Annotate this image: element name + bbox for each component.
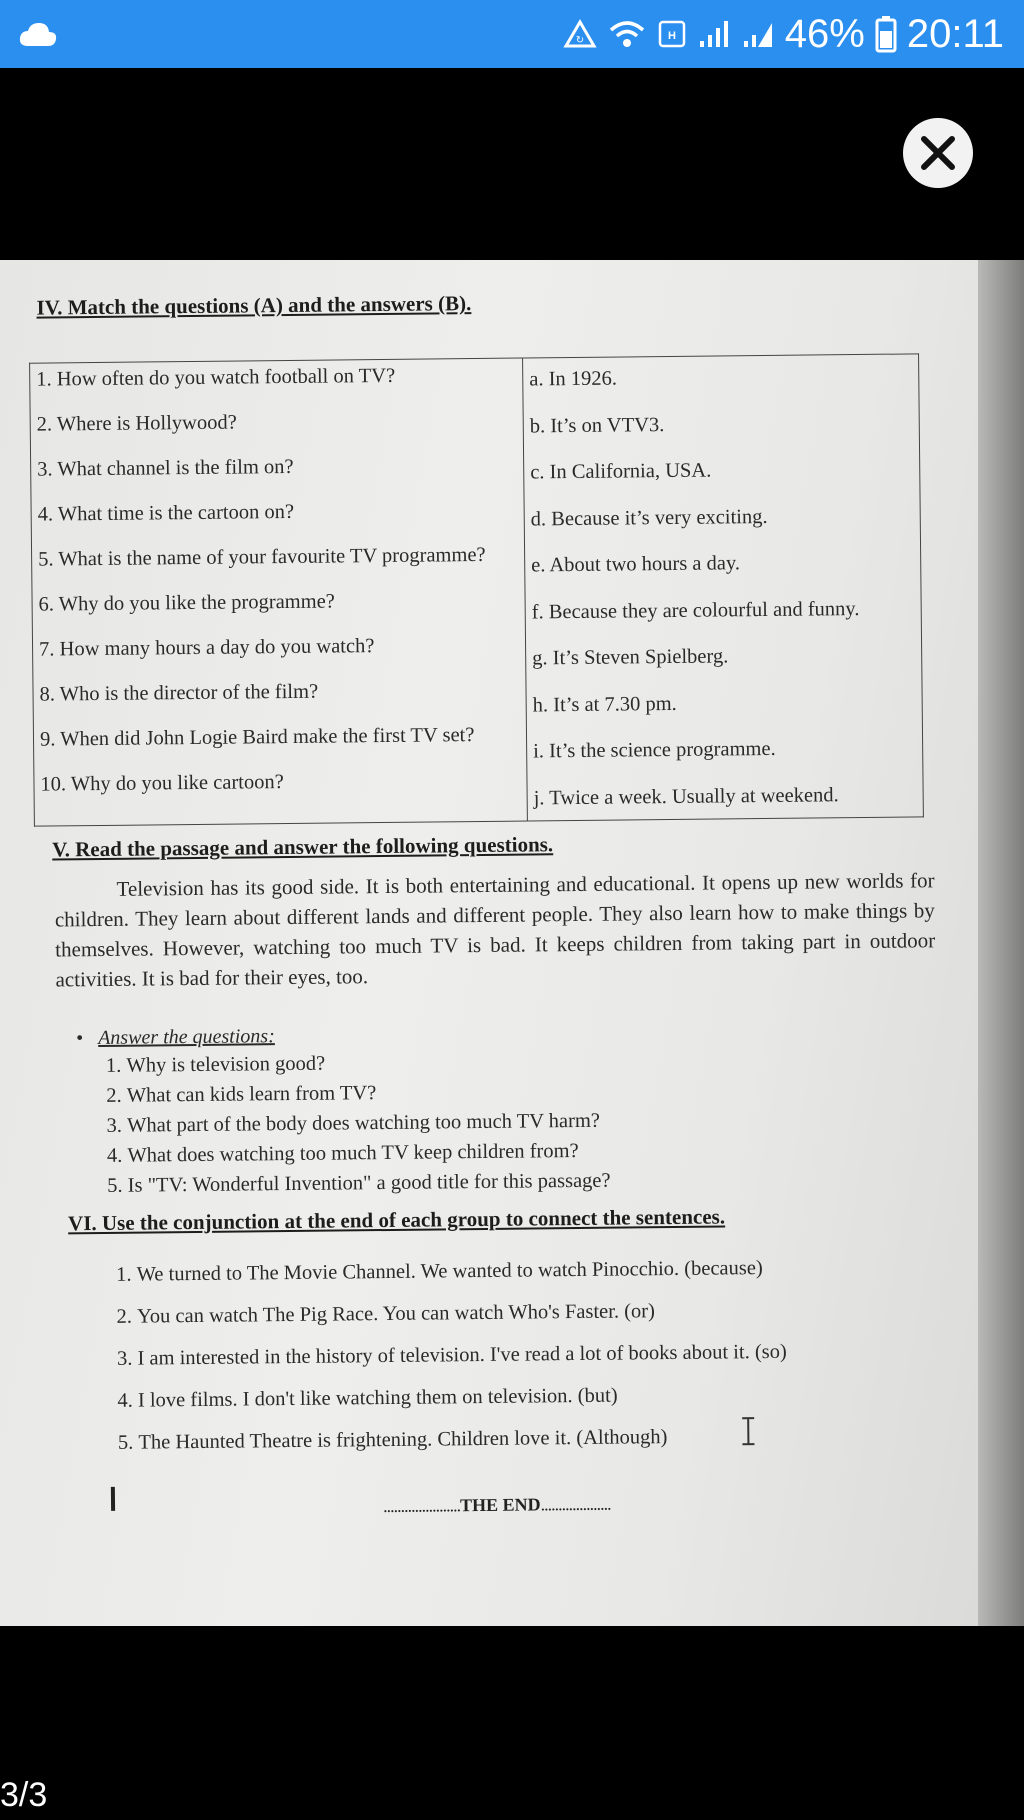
question-item: 7. How many hours a day do you watch?: [38, 635, 375, 661]
answer-item: j. Twice a week. Usually at weekend.: [533, 783, 839, 809]
question-item: 2. Where is Hollywood?: [36, 411, 237, 436]
question-item: 9. When did John Logie Baird make the first TV set?: [39, 724, 475, 751]
end-label: THE END: [459, 1494, 541, 1516]
answers-column: [523, 354, 924, 821]
close-icon: [920, 135, 956, 171]
answer-item: i. It’s the science programme.: [533, 737, 776, 763]
battery-percent: 46%: [784, 11, 865, 56]
signal-icon: [741, 19, 775, 49]
answer-item: g. It’s Steven Spielberg.: [532, 645, 729, 670]
page-counter: 3/3: [0, 1776, 48, 1814]
question-item: 4. What time is the cartoon on?: [37, 500, 295, 526]
clock: 20:11: [906, 11, 1004, 56]
list-item: 1. We turned to The Movie Channel. We wanted to watch Pinocchio. (because): [136, 1247, 786, 1296]
match-table: [29, 353, 924, 826]
signal-icon: [697, 19, 731, 49]
comprehension-questions: [94, 1046, 610, 1201]
questions-column: [30, 358, 528, 826]
recycle-icon: [563, 19, 597, 49]
svg-text:H: H: [667, 30, 676, 42]
wifi-icon: [607, 18, 647, 50]
status-bar: [0, 0, 1024, 68]
reading-passage: [54, 865, 935, 994]
question-item: 5. What is the name of your favourite TV programme?: [38, 543, 486, 571]
section-6-title: VI. Use the conjunction at the end of each group to connect the sentences.: [67, 1204, 726, 1236]
section-4-title: IV. Match the questions (A) and the answers (B).: [36, 291, 472, 320]
question-item: 6. Why do you like the programme?: [38, 590, 335, 616]
end-leading-dots: ......................: [382, 1495, 461, 1517]
status-icons: [563, 0, 1004, 68]
list-item: 5. The Haunted Theatre is frightening. Children love it. (Although): [138, 1415, 788, 1464]
end-marker: [383, 1494, 611, 1517]
question-item: 1. How often do you watch football on TV?: [36, 364, 396, 391]
list-item: 1. Why is television good?: [126, 1046, 609, 1081]
close-button[interactable]: [903, 118, 973, 188]
battery-icon: [875, 15, 897, 53]
answer-item: c. In California, USA.: [530, 459, 712, 484]
list-item: 3. I am interested in the history of television. I've read a lot of books about it. (so): [137, 1331, 787, 1380]
answer-heading: • Answer the questions:: [98, 1025, 275, 1050]
conjunction-exercises: [100, 1247, 787, 1464]
answer-item: d. Because it’s very exciting.: [530, 505, 768, 530]
question-item: 3. What channel is the film on?: [37, 455, 294, 481]
svg-text:↻: ↻: [575, 35, 584, 46]
list-item: 2. You can watch The Pig Race. You can watch Who's Faster. (or): [137, 1289, 787, 1338]
cloud-icon: [18, 20, 58, 48]
list-item: 2. What can kids learn from TV?: [127, 1076, 610, 1111]
list-item: 3. What part of the body does watching too much TV harm?: [127, 1106, 610, 1141]
question-item: 10. Why do you like cartoon?: [40, 771, 284, 796]
question-item: 8. Who is the director of the film?: [39, 680, 319, 706]
list-item: 5. Is "TV: Wonderful Invention" a good title for this passage?: [128, 1166, 611, 1201]
list-item: 4. I love films. I don't like watching them on television. (but): [138, 1373, 788, 1422]
answer-item: f. Because they are colourful and funny.: [531, 597, 860, 623]
text-cursor-icon: [740, 1416, 756, 1446]
document-photo: [0, 260, 1024, 1626]
answer-item: a. In 1926.: [529, 367, 618, 391]
list-item: 4. What does watching too much TV keep children from?: [127, 1136, 610, 1171]
answer-item: e. About two hours a day.: [531, 552, 741, 577]
answer-item: h. It’s at 7.30 pm.: [532, 692, 677, 716]
end-trailing-dots: ....................: [540, 1493, 611, 1515]
section-5-title: V. Read the passage and answer the following questions.: [52, 832, 554, 862]
caret-icon: [111, 1487, 115, 1511]
answer-item: b. It’s on VTV3.: [529, 413, 665, 437]
passage-text: Television has its good side. It is both entertaining and educational. It opens up new worlds for children. They learn about different lands and different people. They also learn how to make things by themselves. However, watching too much TV is bad. It keeps children from taking part in outdoor activities. It is bad for their eyes, too.: [54, 868, 936, 992]
worksheet: [0, 260, 1024, 1626]
hd-icon: [657, 19, 687, 49]
